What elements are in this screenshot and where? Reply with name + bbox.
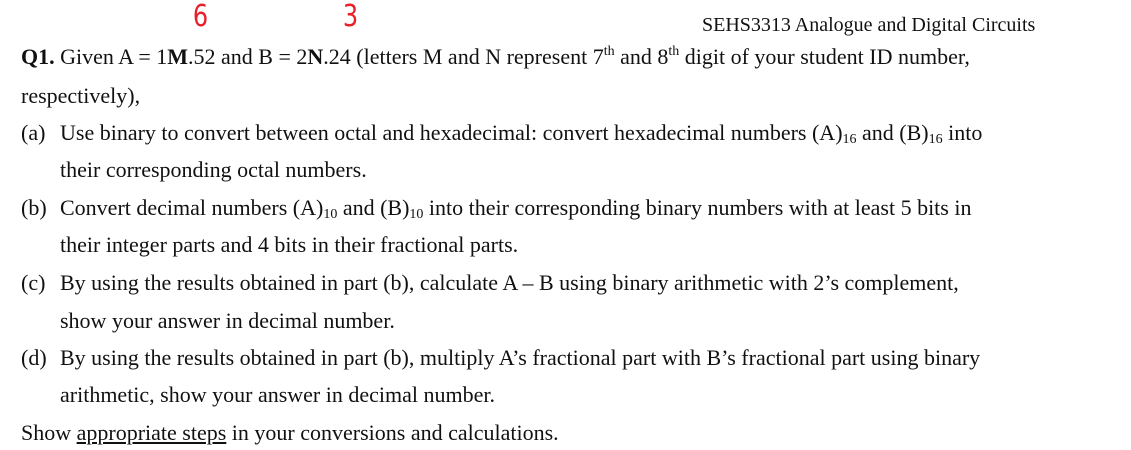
appropriate-steps-underlined: appropriate steps [76,420,227,445]
part-b-line-2: their integer parts and 4 bits in their fractional parts. [60,232,519,257]
part-d-text-1: By using the results obtained in part (b), multiply A’s fractional part with B’s fractional part using binary [60,345,981,370]
n-letter: N [307,44,324,69]
footer-instruction [21,420,559,446]
part-c-line-1 [21,270,959,296]
and-8-text: and 8 [614,44,669,69]
part-a-text-2: and (B) [856,120,929,145]
m-letter: M [167,44,189,69]
part-b-line-1 [21,195,971,221]
question-line-1 [21,44,970,70]
part-c-label: (c) [21,270,46,295]
part-c-line-2: show your answer in decimal number. [60,308,395,333]
handwritten-m-digit: 6 [192,0,209,34]
superscript-th-1: th [603,44,615,59]
part-a-line-2: their corresponding octal numbers. [60,157,367,182]
given-a-text: Given A = 1 [60,44,168,69]
footer-text-1: Show [21,420,77,445]
given-b-text: .52 and B = 2 [188,44,308,69]
part-a-text-3: into [942,120,983,145]
part-a-label: (a) [21,120,46,145]
question-line-2: respectively), [21,83,141,108]
handwritten-n-digit: 3 [342,0,359,34]
part-a-sub-1: 16 [842,132,857,147]
footer-text-2: in your conversions and calculations. [226,420,559,445]
part-d-line-1 [21,345,980,371]
part-b-text-3: into their corresponding binary numbers with at least 5 bits in [423,195,972,220]
part-b-sub-1: 10 [323,207,338,222]
part-d-line-2: arithmetic, show your answer in decimal number. [60,382,495,407]
part-b-text-2: and (B) [337,195,410,220]
part-b-label: (b) [21,195,47,220]
course-header: SEHS3313 Analogue and Digital Circuits [702,14,1036,36]
given-rest-text: .24 (letters M and N represent 7 [323,44,604,69]
part-a-line-1 [21,120,982,146]
part-a-text-1: Use binary to convert between octal and hexadecimal: convert hexadecimal numbers (A) [60,120,843,145]
part-b-text-1: Convert decimal numbers (A) [60,195,324,220]
superscript-th-2: th [668,44,680,59]
part-d-label: (d) [21,345,47,370]
part-b-sub-2: 10 [409,207,424,222]
part-c-text-1: By using the results obtained in part (b), calculate A – B using binary arithmetic with 2’s complement, [60,270,959,295]
digit-text: digit of your student ID number, [679,44,970,69]
question-label: Q1. [21,44,55,69]
part-a-sub-2: 16 [928,132,943,147]
